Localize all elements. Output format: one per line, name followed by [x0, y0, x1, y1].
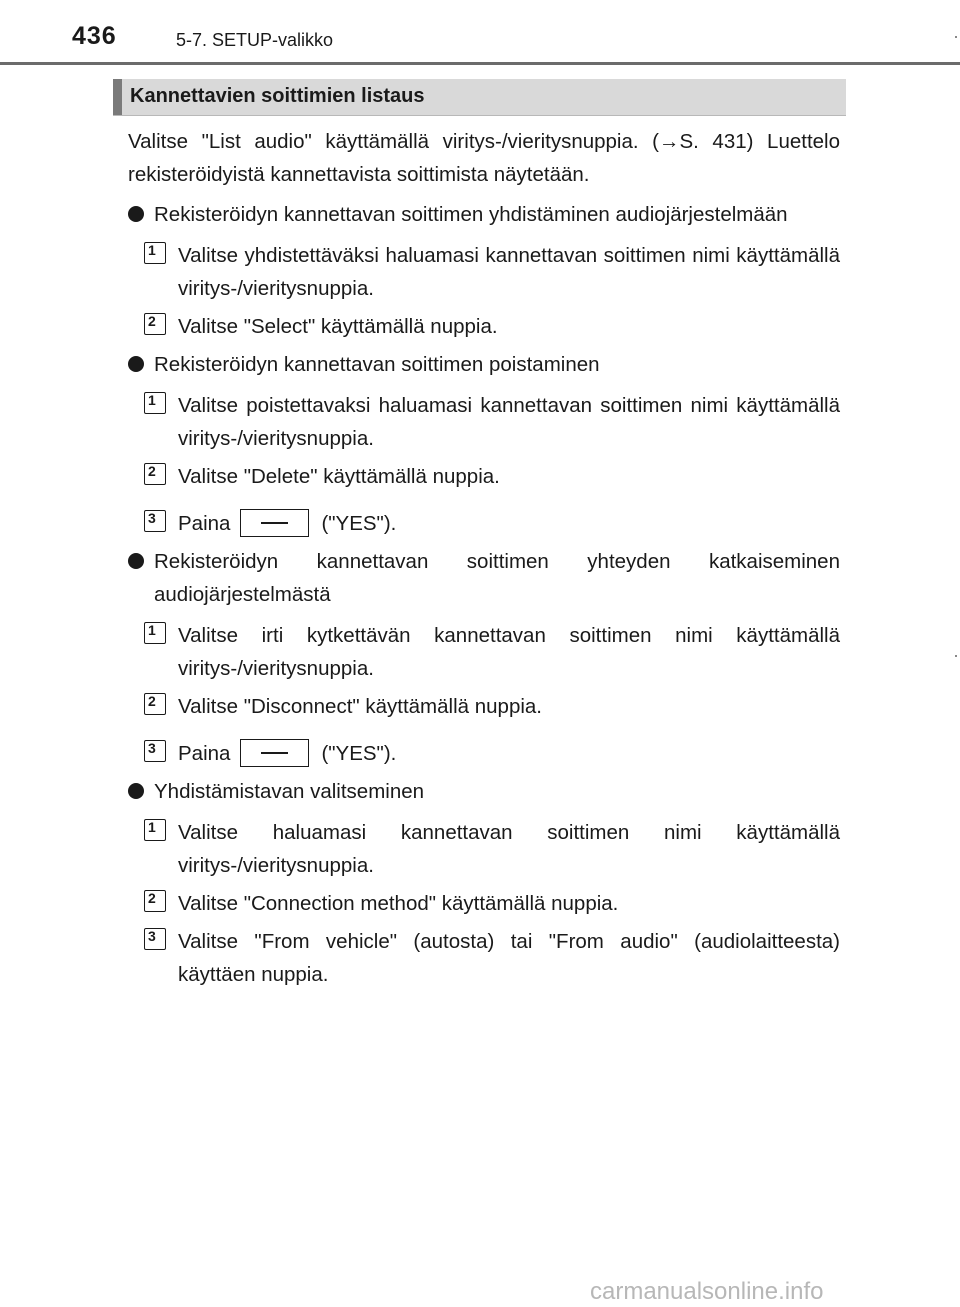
- step-number-icon: 2: [144, 693, 166, 715]
- step-item: [128, 507, 840, 540]
- bullet-item: [128, 545, 840, 611]
- step-number-icon: 1: [144, 242, 166, 264]
- step-number-icon: 1: [144, 819, 166, 841]
- step-text: Valitse haluamasi kannettavan soittimen nimi käyttämällä viritys-/vieritysnuppia.: [178, 821, 840, 878]
- step-item: [128, 239, 840, 305]
- step-text: Valitse yhdistettäväksi haluamasi kannettavan soittimen nimi käyttämällä viritys-/vieritysnuppia.: [178, 244, 840, 300]
- step-number-icon: 3: [144, 740, 166, 762]
- step-text: Valitse poistettavaksi haluamasi kannettavan soittimen nimi käyttämällä viritys-/vieritysnuppia.: [178, 394, 840, 450]
- step-text: Valitse "Delete" käyttämällä nuppia.: [178, 465, 500, 488]
- step-text-suffix: ("YES").: [321, 742, 397, 766]
- page-number: 436: [72, 22, 117, 50]
- step-item: [128, 310, 840, 343]
- step-item: [128, 925, 840, 991]
- step-item: [128, 619, 840, 685]
- bullet-icon: [128, 206, 144, 222]
- step-text: Valitse "Connection method" käyttämällä nuppia.: [178, 892, 619, 916]
- step-text: Valitse "Disconnect" käyttämällä nuppia.: [178, 695, 542, 719]
- bullet-item: [128, 348, 840, 381]
- step-item: [128, 690, 840, 723]
- intro-paragraph: Valitse "List audio" käyttämällä viritys-/vieritysnuppia. (→S. 431) Luettelo rekisteröidyistä kannettavista soittimista näytetään.: [128, 130, 840, 186]
- step-number-icon: 3: [144, 510, 166, 532]
- dash-icon: [261, 752, 288, 754]
- step-item: [128, 737, 840, 770]
- step-item: [128, 460, 840, 493]
- bullet-title: Yhdistämistavan valitseminen: [154, 780, 425, 804]
- step-text: Valitse "Select" käyttämällä nuppia.: [178, 315, 498, 338]
- step-text: Paina: [178, 742, 231, 766]
- step-text: Valitse irti kytkettävän kannettavan soittimen nimi käyttämällä viritys-/vieritysnuppia.: [178, 624, 840, 681]
- step-number-icon: 2: [144, 463, 166, 485]
- bullet-item: [128, 775, 840, 808]
- bullet-icon: [128, 356, 144, 372]
- key-button-icon: [240, 739, 309, 767]
- bullet-icon: [128, 783, 144, 799]
- step-item: [128, 887, 840, 920]
- dash-icon: [261, 522, 288, 524]
- step-number-icon: 2: [144, 313, 166, 335]
- step-text: Paina: [178, 512, 231, 535]
- bullet-title: Rekisteröidyn kannettavan soittimen yhdistäminen audiojärjestelmään: [154, 203, 788, 226]
- step-number-icon: 1: [144, 392, 166, 414]
- step-text: Valitse "From vehicle" (autosta) tai "From audio" (audiolaitteesta) käyttäen nuppia.: [178, 930, 840, 987]
- edge-mark: [955, 655, 957, 657]
- step-item: [128, 389, 840, 455]
- step-item: [128, 816, 840, 882]
- step-number-icon: 3: [144, 928, 166, 950]
- bullet-icon: [128, 553, 144, 569]
- watermark: carmanualsonline.info: [590, 1278, 824, 1305]
- subheading-box: [113, 79, 846, 116]
- bullet-item: [128, 198, 840, 231]
- bullet-title: Rekisteröidyn kannettavan soittimen poistaminen: [154, 353, 600, 376]
- step-number-icon: 2: [144, 890, 166, 912]
- subheading-label: Kannettavien soittimien listaus: [130, 85, 425, 107]
- key-button-icon: [240, 509, 309, 537]
- step-text-suffix: ("YES").: [321, 512, 397, 535]
- section-title: 5-7. SETUP-valikko: [176, 30, 334, 50]
- subheading-bar: [113, 79, 122, 115]
- edge-mark: [955, 36, 957, 38]
- content: [128, 125, 840, 996]
- step-number-icon: 1: [144, 622, 166, 644]
- header-rule: [0, 62, 960, 65]
- bullet-title: Rekisteröidyn kannettavan soittimen yhteyden katkaiseminen audiojärjestelmästä: [154, 550, 840, 607]
